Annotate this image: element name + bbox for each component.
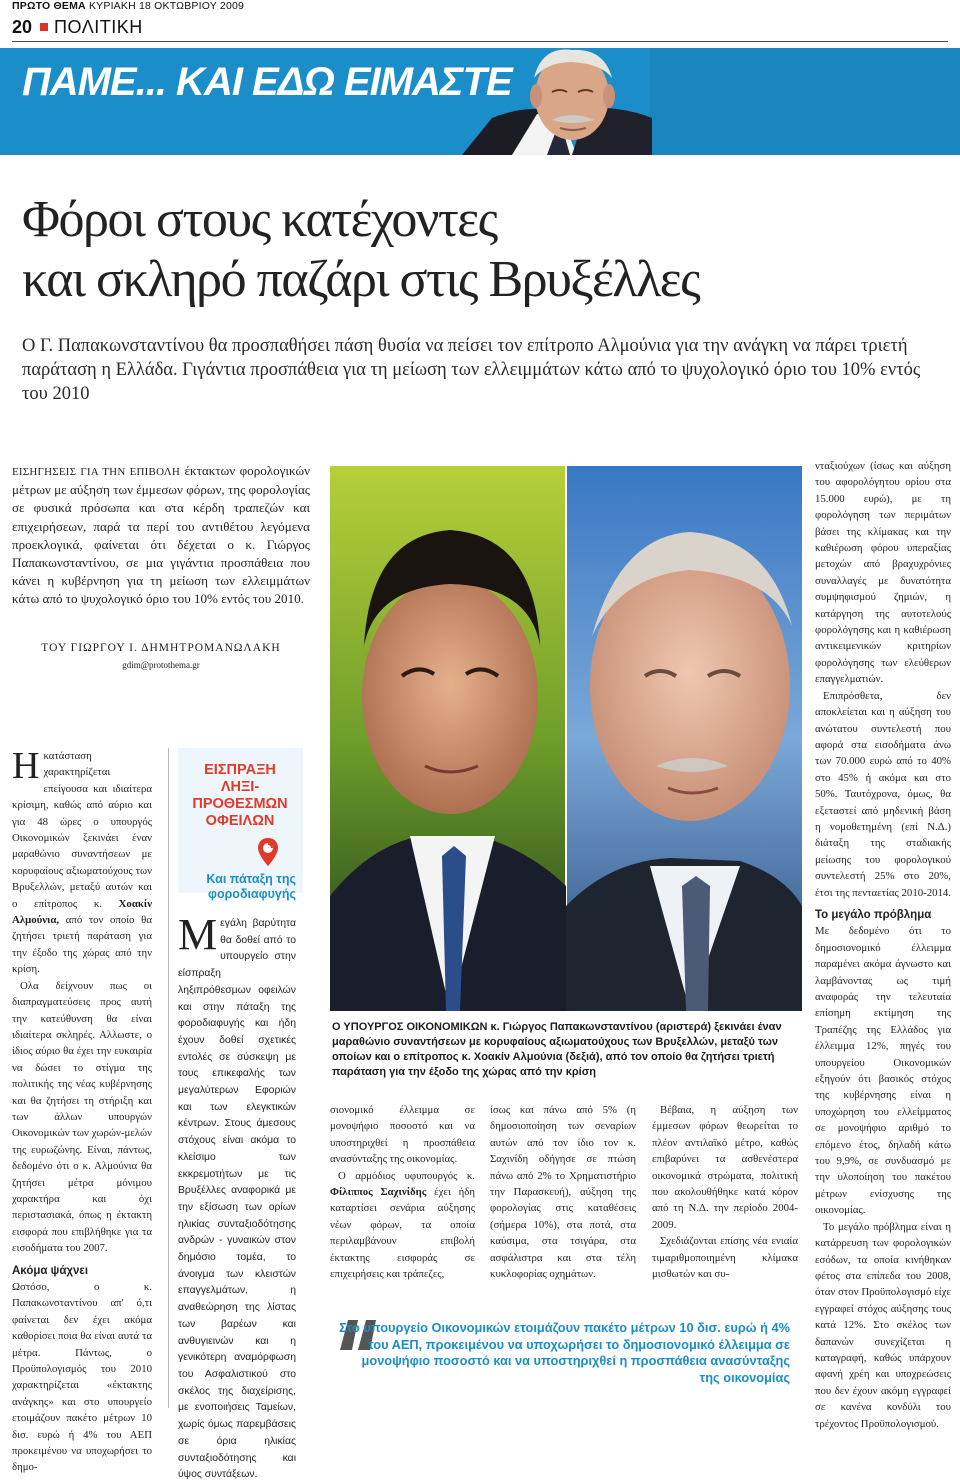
byline: ΤΟΥ ΓΙΩΡΓΟΥ Ι. ΔΗΜΗΤΡΟΜΑΝΩΛΑΚΗ [41,642,281,654]
paragraph: Μεγάλη βαρύτητα θα δοθεί από το υπουργείο στην είσπραξη ληξιπρόθεσμων οφειλών και στην πάταξη της φοροδιαφυγής και ήδη έχουν δοθεί σχετικές εντολές σε σύσκεψη με τους επικεφαλής των μεγαλύτερων Εφοριών και των ελεγκτικών κέντρων. Στους άμεσους στόχους είναι ακόμα το κλείσιμο των εκκρεμοτήτων με τις Βρυξέλλες αναφορικά με την εξίσωση των ορίων ηλικίας συνταξιοδότησης ανδρών - γυναικών στον δημόσιο τομέα, το άνοιγμα των κλειστών επαγγελμάτων, η αναθεώρηση της λίστας των βαρέων και ανθυγιεινών και η γενικότερη αναμόρφωση του Ασφαλιστικού στο σκέλος της διαχείρισης, με ενοποιήσεις Ταμείων, χωρίς όμως παρεμβάσεις σε όρια ηλικίας συνταξιοδότησης και ύψος συντάξεων. [178,910,296,1481]
paragraph: νταξιούχων (ίσως και αύξηση του αφορολόγητου ορίου στα 15.000 ευρώ), με τη φορολόγηση των περιμάτων βάσει της κλίμακας και την καθιέρωση φόρου υπεραξίας μετοχών από βραχυχρόνιες συναλλαγές με δυνατότητα συμψηφισμού ζημιών, η κατάργηση της αυτοτελούς φορολόγησης και η καθιέρωση αντικειμενικών κριτηρίων φορολόγησης των ελεύθερων επαγγελματιών. [815,460,951,686]
header-rule [12,41,948,42]
caption-text: κ. Γιώργος Παπακωνσταντίνου (αριστερά) ξεκινάει έναν μαραθώνιο συναντήσεων με κορυφαίους αξιωματούχους των Βρυξελλών, μεταξύ των οποίων και ο επίτροπος κ. Χοακίν Αλμούνια (δεξιά), από τον οποίο θα ζητήσει τριετή παράταση για την έξοδο της χώρας από την κρίση [332,1021,782,1078]
page-number: 20 [12,17,33,37]
paragraph: Σχεδιάζονται επίσης νέα ενιαία τιμαριθμοποιημένη κλίμακα μισθωτών και συ- [652,1235,798,1281]
headline-line-2: και σκληρό παζάρι στις Βρυξέλλες [22,251,700,308]
body-column-5 [652,1102,798,1282]
paragraph: Το μεγάλο πρόβλημα είναι η κατάρρευση των φορολογικών εσόδων, τα οποία κινήθηκαν φέτος στα επίπεδα του 2008, όταν στον Προϋπολογισμό είχε εγγραφεί στόχος αύξησης τους κατά 12%. Στο σκέλος των δαπανών συνεχίζεται η καταγραφή, καθώς υπάρχουν αφανή χρέη και υποχρεώσεις που δεν έχουν ακόμη εγγραφεί σε κανένα κονδύλι του τρέχοντος Προϋπολογισμού. [815,1220,951,1430]
paragraph: ίσως και πάνω από 5% (η δημοσιοποίηση των σεναρίων αυτών από τον ίδιο τον κ. Σαχινίδη οδήγησε σε πτώση πάνω από 2% το Χρηματιστήριο την Παρασκευή), αύξηση της φορολογίας στις καταθέσεις (σήμερα 10%), στα ποτά, στα καύσιμα, στα τσιγάρα, στα ασφάλιστρα και στα τέλη κυκλοφορίας οχημάτων. [490,1104,636,1281]
body-column-4 [490,1102,636,1282]
sidebar-title: ΕΙΣΠΡΑΞΗ ΛΗΞΙ-ΠΡΟΘΕΣΜΩΝ ΟΦΕΙΛΩΝ [192,762,288,829]
standfirst: Ο Γ. Παπακωνσταντίνου θα προσπαθήσει πάση θυσία να πείσει τον επίτροπο Αλμούνια για την ανάγκη να πάρει τριετή παράταση η Ελλάδα. Γιγάντια προσπάθεια για τη μείωση των ελλειμμάτων κάτω από το ψυχολογικό όριο του 10% εντός του 2010 [22,336,921,404]
body-column-6 [815,458,951,1432]
subheading: Το μεγάλο πρόβλημα [815,908,932,921]
column-divider [168,748,169,1408]
name-highlight: Φίλιππος Σαχινίδης [330,1186,427,1199]
drop-cap: Μ [178,910,218,959]
ministers-photo [330,466,802,1011]
banner-title: ΠΑΜΕ... ΚΑΙ ΕΔΩ ΕΙΜΑΣΤΕ [22,60,512,104]
location-pin-icon [258,838,278,866]
paragraph: Ηκατάσταση χαρακτηρίζεται επείγουσα και ιδιαίτερα κρίσιμη, καθώς από αύριο και για 48 ώρες ο υπουργός Οικονομικών ξεκινάει έναν μαραθώνιο συναντήσεων με κορυφαίους αξιωματούχους των Βρυξελλών, μεταξύ αυτών και ο επίτροπος κ. Χοακίν Αλμούνια, από τον οποίο θα ζητήσει τριετή παράταση για την έξοδο της χώρας από την κρίση. [12,745,153,976]
intro-paragraph [12,462,310,609]
issue-date: ΚΥΡΙΑΚΗ 18 ΟΚΤΩΒΡΙΟΥ 2009 [88,0,245,12]
paragraph: Ο αρμόδιος υφυπουργός κ. Φίλιππος Σαχινίδης έχει ήδη καταρτίσει σενάρια αύξησης νέων φόρων, τα οποία περιλαμβάνουν επιβολή έκτακτης εισφοράς σε επιχειρήσεις και τράπεζες, [330,1169,475,1281]
paragraph: Με δεδομένο ότι το δημοσιονομικό έλλειμμα παραμένει ακόμα άγνωστο και λαμβάνοντας ως τιμή αναφοράς την τελευταία επίσημη εκτίμηση της Τραπέζης της Ελλάδος για έλλειμμα 12%, πηγές του υπουργείου Οικονομικών εξηγούν ότι βασικός στόχος της κυβέρνησης είναι η υποχώρηση του ελλείμματος σε μονοψήφιο αριθμό το επόμενο έτος, δηλαδή κάτω του 9,9%, σε συνδυασμό με την υλοποίηση του πακέτου μέτρων ενίσχυσης της οικονομίας. [815,925,951,1217]
author-email[interactable]: gdim@protothema.gr [122,660,200,670]
caption-lead: Ο ΥΠΟΥΡΓΟΣ ΟΙΚΟΝΟΜΙΚΩΝ [332,1021,488,1033]
paragraph: Επιπρόσθετα, δεν αποκλείεται και η αύξηση του ανώτατου συντελεστή που αφορά στα εισοδήματα άνω των 70.000 ευρώ από το 40% στο 45% ή ακόμα και στο 50%. Ταυτόχρονα, όμως, θα εξεταστεί από μηδενική βάση η νομοθετημένη (επί Ν.Δ.) διάταξη της σταδιακής μείωσης του φορολογικού συντελεστή 25% στο 20%, έτσι της πενταετίας 2010-2014. [815,689,952,899]
paragraph: σιονομικό έλλειμμα σε μονοψήφιο ποσοστό και να υποστηριχθεί η προσπάθεια ανασύνταξης της οικονομίας. [330,1104,475,1166]
paragraph: Βέβαια, η αύξηση των έμμεσων φόρων θεωρείται το πλέον αντιλαϊκό μέτρο, καθώς επιβαρύνει τα ασθενέστερα οικονομικά στρώματα, πολιτική που ακολουθήθηκε κατά κόρον από τη Ν.Δ. την περίοδο 2004-2009. [652,1104,798,1231]
pull-quote: Στο υπουργείο Οικονομικών ετοιμάζουν πακέτο μέτρων 10 δισ. ευρώ ή 4% του ΑΕΠ, προκειμένου να υποχωρήσει το δημοσιονομικό έλλειμμα σε μονοψήφιο ποσοστό και να υποστηριχθεί η προσπάθεια ανασύνταξης της οικονομίας [339,1320,790,1385]
intro-lead: ΕΙΣΗΓΗΣΕΙΣ ΓΙΑ ΤΗΝ ΕΠΙΒΟΛΗ [12,466,181,478]
paragraph: Ωστόσο, ο κ. Παπακωνσταντίνου απ' ό,τι φαίνεται δεν έχει ακόμα καθορίσει ποια θα είναι αυτά τα μέτρα. Πάντως, ο Προϋπολογισμός του 2010 χαρακτηρίζεται «έκτακτης ανάγκης» και στο υπουργείο ετοιμάζουν πακέτο μέτρων 10 δισ. ευρώ ή 4% του ΑΕΠ προκειμένου να υποχωρήσει το δημο- [12,1281,152,1474]
paragraph: Ολα δείχνουν πως οι διαπραγματεύσεις προς αυτή την κατεύθυνση θα είναι ιδιαίτερα σκληρές. Αλλωστε, ο ίδιος αύριο θα έχει την ευκαιρία να δώσει το στίγμα της πολιτικής της νέας κυβέρνησης και θα ζητήσει τη στήριξη και των άλλων υπουργών Οικονομικών των χωρών-μελών της ευρωζώνης. Είναι, πάντως, δεδομένο ότι ο κ. Αλμούνια θα ζητήσει μέτρα μόνιμου χαρακτήρα και όχι περιστασιακά, όπως η έκτακτη εισφορά που επιβλήθηκε για τα εισοδήματα του 2007. [12,979,152,1255]
page-section [12,17,143,38]
sidebar-text [178,910,296,1484]
section-bullet [40,23,48,31]
sidebar-subtitle: Και πάταξη της φοροδιαφυγής [206,872,296,901]
subheading: Ακόμα ψάχνει [12,1264,89,1277]
body-column-3 [330,1102,475,1282]
section-name: ΠΟΛΙΤΙΚΗ [54,17,143,37]
photo-caption [332,1020,802,1080]
body-column-1 [12,745,153,1476]
name-highlight: Χοακίν Αλμούνια, [12,897,153,927]
politician-portrait [452,48,652,155]
headline-line-1: Φόροι στους κατέχοντες [22,191,497,248]
headline [22,190,952,310]
intro-text: έκτακτων φορολογικών μέτρων με αύξηση των έμμεσων φόρων, της φορολογίας σε φυσικά πρόσωπα και στα κέρδη τραπεζών και επιχειρήσεων, παρά τα περί του αντιθέτου λεγόμενα προεκλογικά, φαίνεται ότι δέχεται ο κ. Γιώργος Παπακωνσταντίνου, σε μια γιγάντια προσπάθεια που κάνει η κυβέρνηση για τη μείωση των ελλειμμάτων κάτω από το ψυχολογικό όριο του 10% εντός του 2010. [12,463,310,607]
masthead-line [12,0,244,12]
paper-name: ΠΡΩΤΟ ΘΕΜΑ [12,0,86,12]
drop-cap: Η [12,745,40,787]
